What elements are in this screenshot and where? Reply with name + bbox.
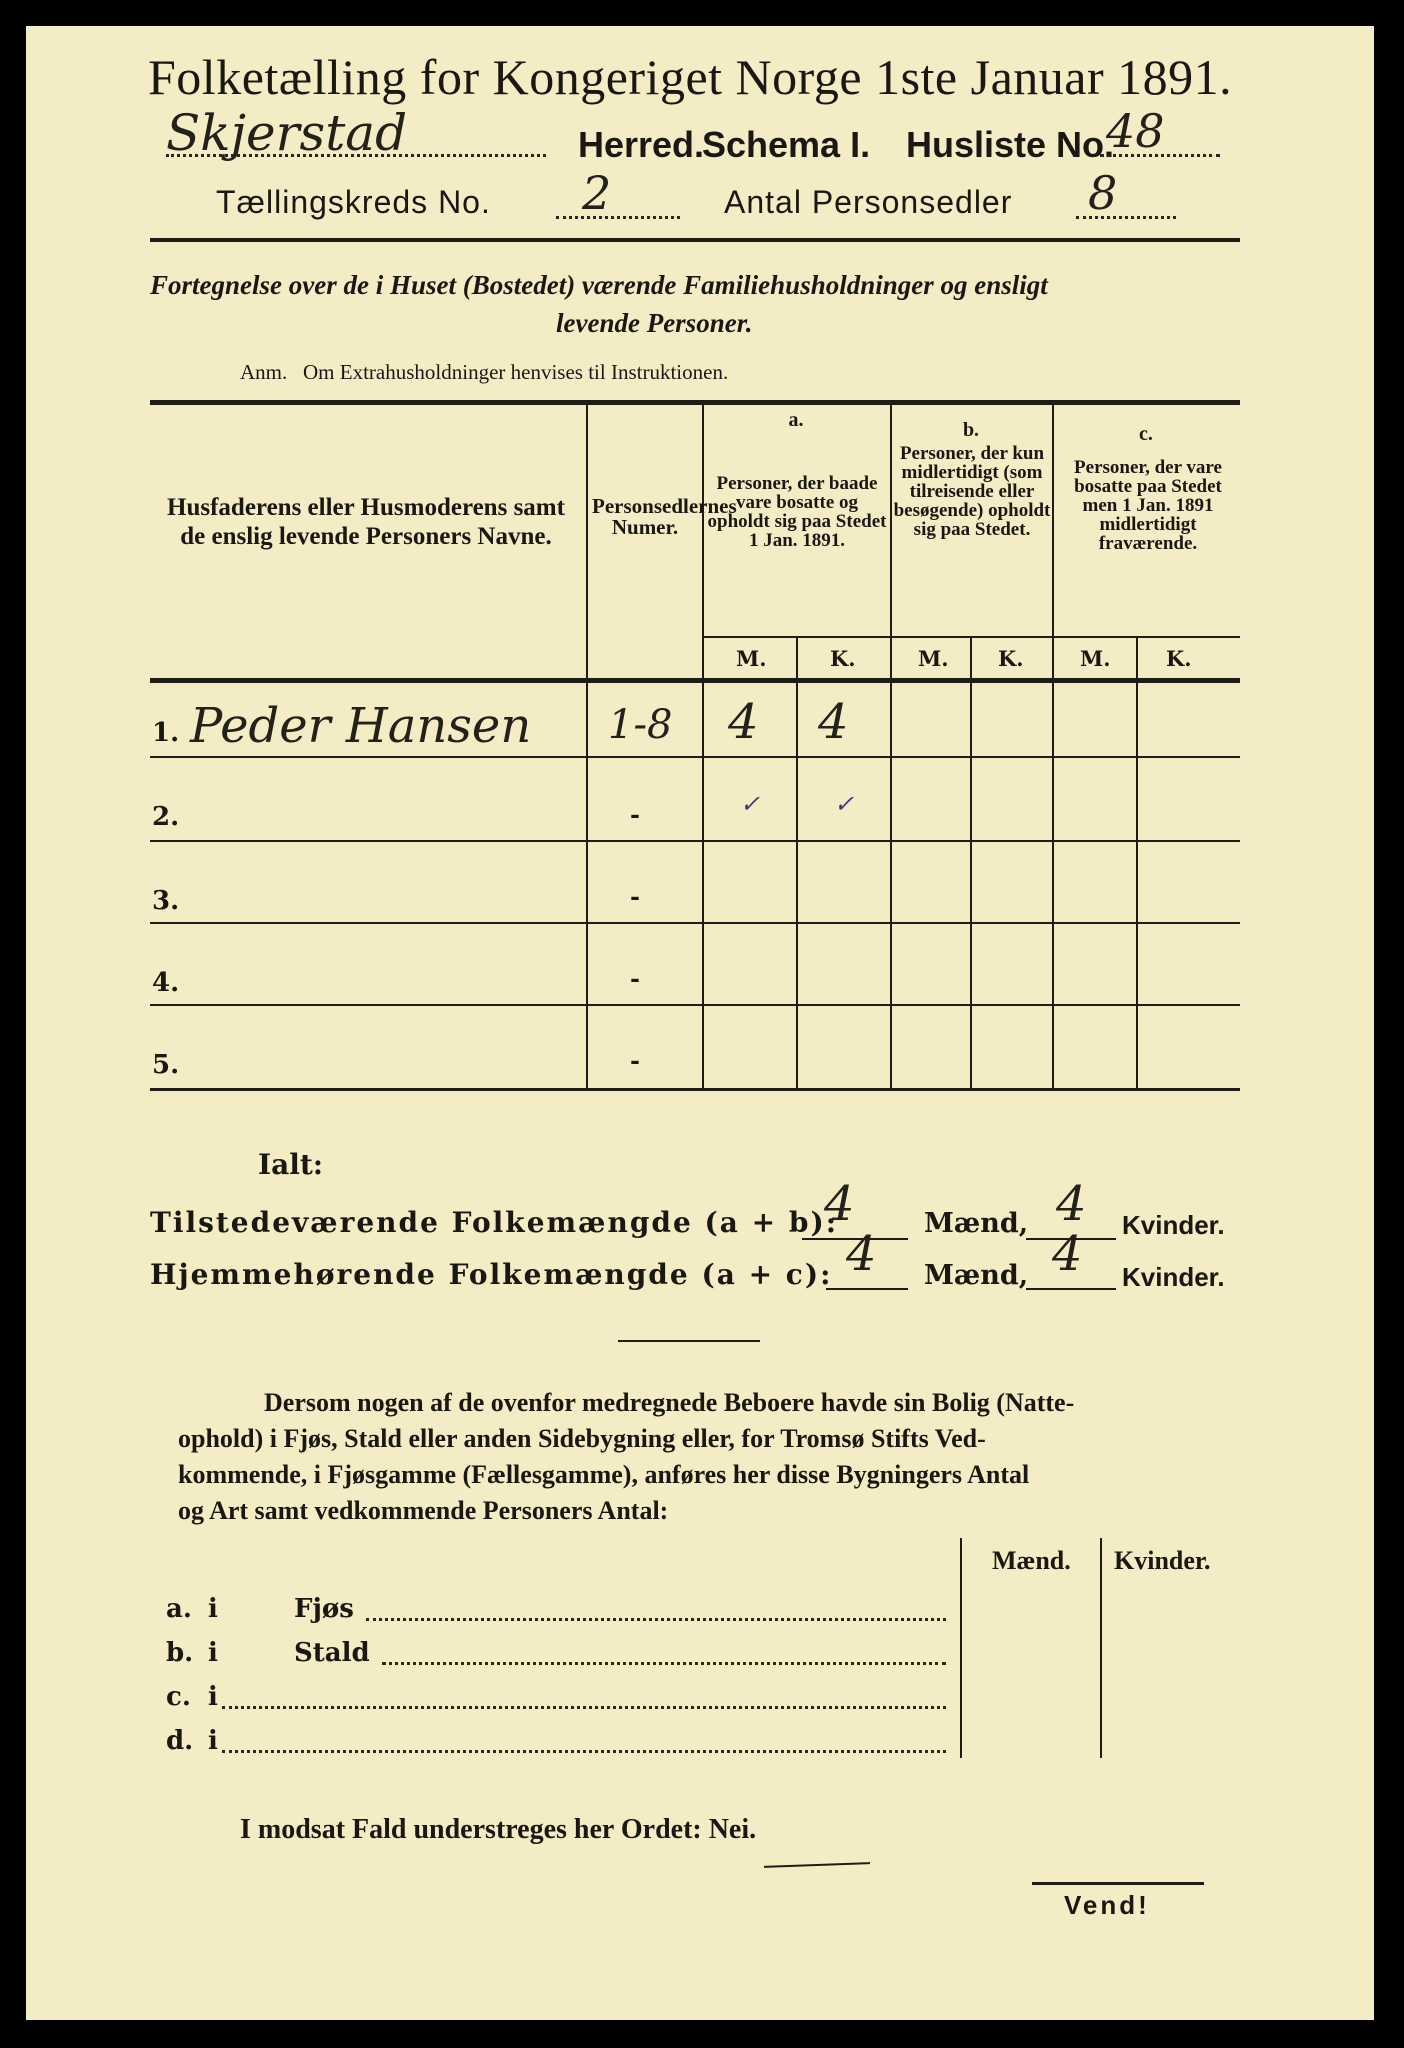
subtitle-line1: Fortegnelse over de i Huset (Bostedet) værende Familiehusholdninger og ensligt [150,270,1048,300]
modsat-statement: I modsat Fald understreges her Ordet: Nei. [240,1814,757,1845]
c-k-header: K. [1166,646,1192,671]
hjemme-female-count: 4 [1052,1226,1083,1282]
section-divider [618,1340,760,1342]
a-female-checkmark: ✓ [834,790,855,818]
bldg-letter: b. [166,1638,194,1668]
person-slip-number: 1-8 [608,702,673,748]
tilstede-maend-label: Mænd, [924,1208,1029,1239]
mk-rule [704,636,1240,638]
a-k-header: K. [830,646,856,671]
bldg-i: i [208,1726,218,1756]
bldg-dots [366,1618,946,1621]
subtitle-line2: levende Personer. [556,308,753,338]
row-number: 2. [152,802,180,832]
bldg-letter: a. [166,1594,192,1624]
schema-label: Schema I. [702,124,871,165]
row-rule-1 [150,756,1240,758]
table-top-rule [150,400,1240,405]
kreds-value: 2 [582,166,612,220]
hjemme-m-line [826,1288,908,1290]
kreds-label: Tællingskreds No. [216,184,491,220]
col-sep-1 [586,404,588,1088]
hjemme-maend-label: Mænd, [924,1260,1029,1291]
bldg-letter: d. [166,1726,194,1756]
row-number: 4. [152,968,180,998]
tilstede-female-count: 4 [1056,1176,1087,1232]
anm-note: Anm. Om Extrahusholdninger henvises til Instruktionen. [240,360,729,384]
kreds-dots [556,216,680,219]
a-male-count: 4 [728,694,759,750]
a-female-count: 4 [818,694,849,750]
para-line-3: kommende, i Fjøsgamme (Fællesgamme), anføres her disse Bygningers Antal [178,1460,1030,1489]
c-m-header: M. [1080,646,1111,671]
husliste-label: Husliste No. [906,124,1115,165]
col-header-a-letter: a. [788,409,804,431]
row-rule-2 [150,840,1240,842]
tilstede-label: Tilstedeværende Folkemængde (a + b): [150,1206,839,1239]
row-number: 3. [152,886,180,916]
col-header-names: Husfaderens eller Husmoderens samt de enslig levende Personers Navne. [167,494,565,550]
antal-dots [1076,216,1176,219]
head-of-household-name: Peder Hansen [190,698,532,754]
ialt-label: Ialt: [258,1148,324,1181]
col-sep-4 [1052,404,1054,1088]
bldg-i: i [208,1638,218,1668]
nei-underline [764,1862,870,1868]
herred-value: Skjerstad [166,104,408,162]
herred-label: Herred. [578,124,705,165]
hjemme-label: Hjemmehørende Folkemængde (a + c): [150,1258,833,1291]
tilstede-kvinder-label: Kvinder. [1122,1210,1225,1240]
table-bottom-rule [150,1088,1240,1091]
husliste-value: 48 [1106,104,1165,158]
hjemme-k-line [1026,1288,1116,1290]
para-line-2: ophold) i Fjøs, Stald eller anden Sidebygning eller, for Tromsø Stifts Ved- [178,1424,986,1453]
herred-dots [166,154,546,157]
bldg-col-sep-1 [960,1538,962,1758]
bldg-letter: c. [166,1682,191,1712]
bldg-fjos-label: Fjøs [294,1594,354,1624]
a-male-checkmark: ✓ [740,790,761,818]
col-sep-c [1136,638,1138,1088]
antal-label: Antal Personsedler [724,184,1013,220]
row-number: 1. [152,718,180,748]
col-header-b: Personer, der kun midlertidigt (som tilreisende eller besøgende) opholdt sig paa Stedet. [893,443,1051,540]
person-slip-number: - [630,1046,640,1075]
col-header-a: Personer, der baade vare bosatte og opholdt sig paa Stedet 1 Jan. 1891. [707,473,887,551]
col-header-num: Personsedlernes Numer. [592,494,737,539]
col-sep-b [970,638,972,1088]
bldg-i: i [208,1682,218,1712]
bldg-dots [382,1662,946,1665]
bldg-dots [222,1750,946,1753]
row-number: 5. [152,1050,180,1080]
census-form [26,26,1374,2020]
row-rule-4 [150,1004,1240,1006]
hjemme-kvinder-label: Kvinder. [1122,1262,1225,1292]
person-slip-number: - [630,882,640,911]
hjemme-male-count: 4 [846,1226,877,1282]
husliste-dots [1100,154,1220,157]
table-header-rule [150,678,1240,683]
antal-value: 8 [1088,166,1118,220]
header-rule [150,238,1240,242]
bldg-i: i [208,1594,218,1624]
bldg-dots [222,1706,946,1709]
col-header-c-letter: c. [1139,423,1153,445]
bldg-stald-label: Stald [294,1638,370,1668]
bldg-kvinder-header: Kvinder. [1114,1546,1211,1575]
b-m-header: M. [918,646,949,671]
tilstede-male-count: 4 [824,1176,855,1232]
b-k-header: K. [998,646,1024,671]
bldg-maend-header: Mænd. [992,1546,1071,1575]
para-line-4: og Art samt vedkommende Personers Antal: [178,1496,669,1525]
a-m-header: M. [736,646,767,671]
person-slip-number: - [630,800,640,829]
vend-rule [1032,1882,1204,1885]
vend-label: Vend! [1064,1890,1150,1920]
para-line-1: Dersom nogen af de ovenfor medregnede Beboere havde sin Bolig (Natte- [264,1388,1075,1417]
col-header-c: Personer, der vare bosatte paa Stedet men 1 Jan. 1891 midlertidigt fraværende. [1074,457,1222,554]
col-sep-a [796,638,798,1088]
row-rule-3 [150,922,1240,924]
col-header-b-letter: b. [962,419,980,441]
bldg-col-sep-2 [1100,1538,1102,1758]
form-title: Folketælling for Kongeriget Norge 1ste Januar 1891. [148,49,1233,105]
person-slip-number: - [630,964,640,993]
